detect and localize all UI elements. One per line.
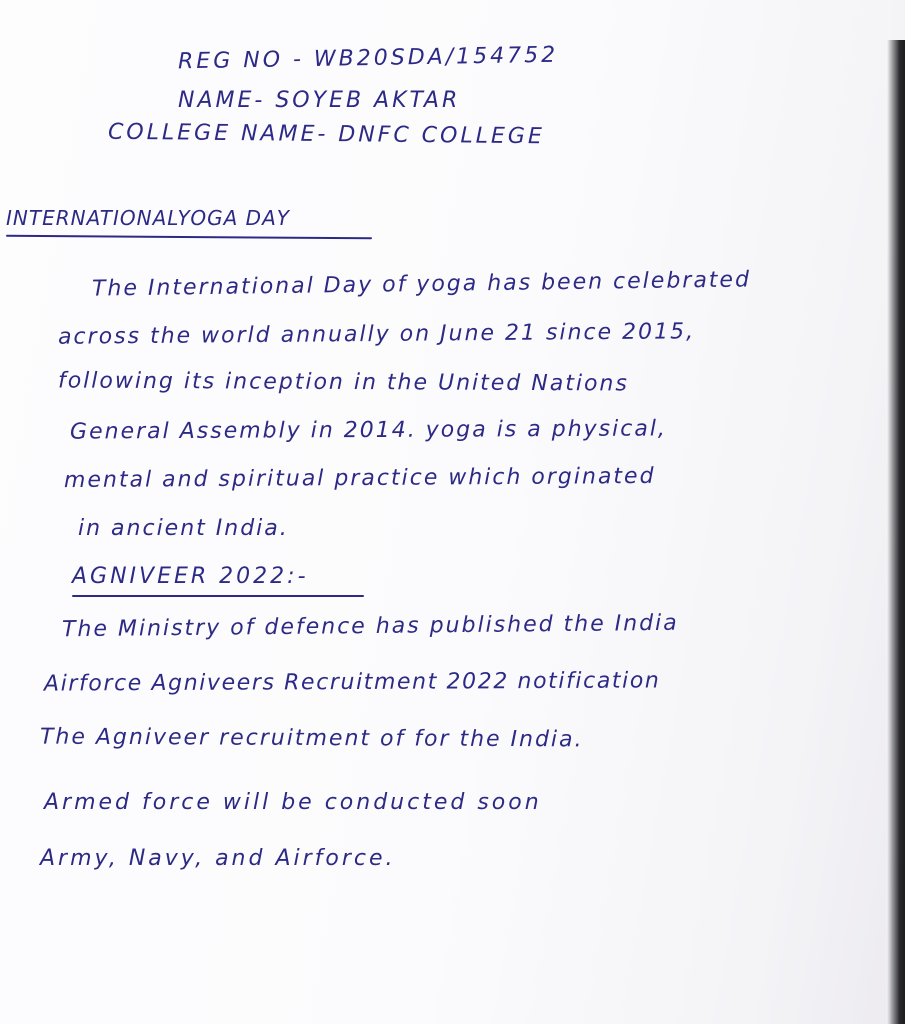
yoga-line-4: General Assembly in 2014. yoga is a physical, xyxy=(69,416,667,445)
agniveer-line-1: The Ministry of defence has published the India xyxy=(61,610,679,643)
college-name-line: COLLEGE NAME- DNFC COLLEGE xyxy=(107,119,545,150)
yoga-day-heading: INTERNATIONALYOGA DAY xyxy=(6,206,290,230)
agniveer-line-4: Armed force will be conducted soon xyxy=(44,790,542,815)
reg-no-line: REG NO - WB20SDA/154752 xyxy=(177,42,559,75)
yoga-line-2: across the world annually on June 21 since 2015, xyxy=(57,319,696,350)
agniveer-line-3: The Agniveer recruitment of for the India. xyxy=(39,724,584,753)
yoga-day-heading-underline xyxy=(6,235,372,240)
agniveer-line-5: Army, Navy, and Airforce. xyxy=(40,846,396,871)
yoga-line-3: following its inception in the United Nations xyxy=(57,368,629,397)
yoga-line-1: The International Day of yoga has been celebrated xyxy=(91,267,752,302)
table-edge-shadow xyxy=(887,40,905,1024)
agniveer-heading: AGNIVEER 2022:- xyxy=(72,564,309,589)
yoga-line-6: in ancient India. xyxy=(78,516,289,541)
agniveer-line-2: Airforce Agniveers Recruitment 2022 notification xyxy=(43,668,661,697)
student-name-line: NAME- SOYEB AKTAR xyxy=(178,88,461,113)
agniveer-heading-underline xyxy=(72,595,364,597)
yoga-line-5: mental and spiritual practice which orginated xyxy=(63,463,656,494)
